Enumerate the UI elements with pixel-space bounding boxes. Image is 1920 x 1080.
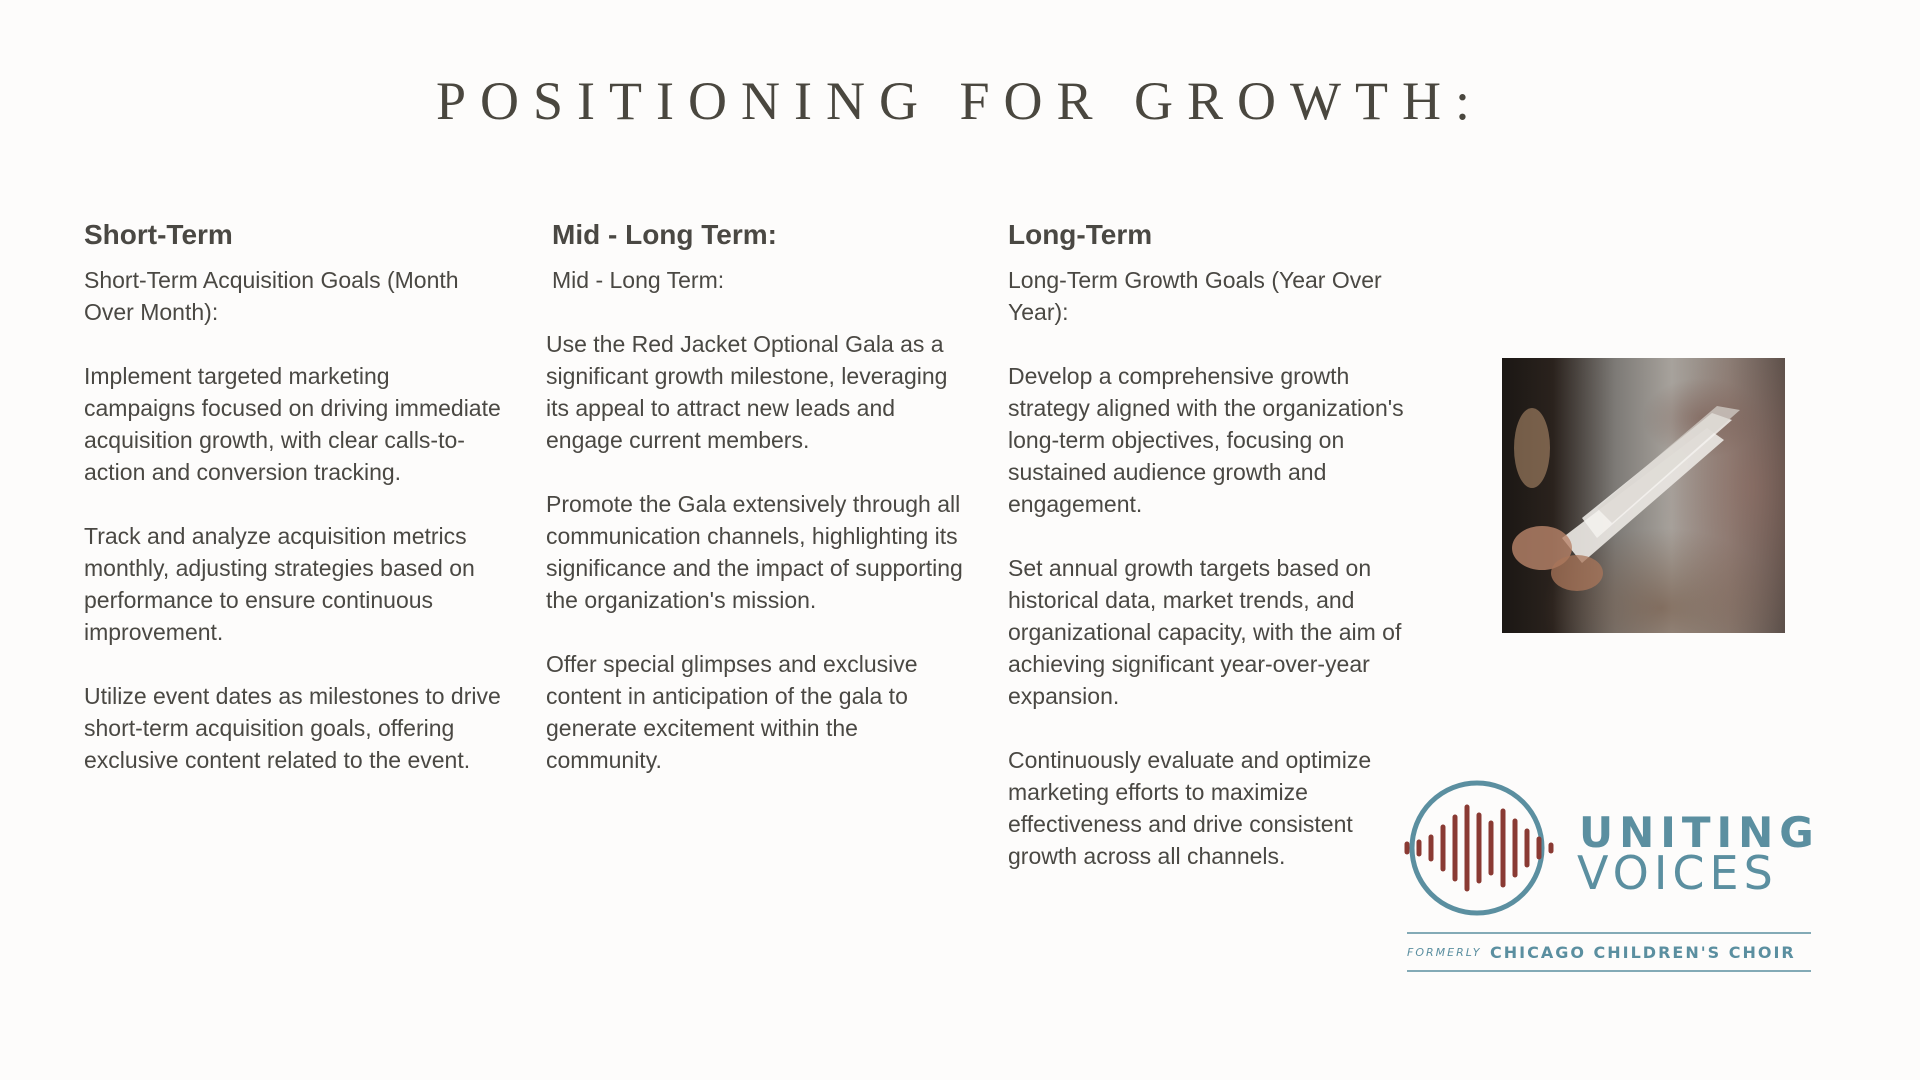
column-subheading: Mid - Long Term: [552, 267, 725, 293]
page-title: POSITIONING FOR GROWTH: [436, 71, 1484, 131]
column-paragraph: Implement targeted marketing campaigns focused on driving immediate acquisition growth, with clear calls-to-action and conversion tracking. [84, 363, 501, 485]
column-paragraph: Track and analyze acquisition metrics monthly, adjusting strategies based on performance to ensure continuous improvement. [84, 523, 475, 645]
column-paragraph: Promote the Gala extensively through all communication channels, highlighting its significance and the impact of supporting the organization's mission. [546, 491, 963, 613]
column-paragraph: Continuously evaluate and optimize marketing efforts to maximize effectiveness and drive consistent growth across all channels. [1008, 747, 1372, 869]
choir-sheet-music-photo [1502, 358, 1785, 633]
column-short-term [84, 218, 504, 776]
logo-line1: UNITING [1579, 808, 1815, 857]
column-mid-long-term [546, 218, 966, 776]
uniting-voices-logo [1395, 775, 1815, 975]
column-heading: Long-Term [1008, 219, 1153, 250]
column-subheading: Short-Term Acquisition Goals (Month Over Month): [84, 267, 459, 325]
column-paragraph: Offer special glimpses and exclusive content in anticipation of the gala to generate excitement within the community. [546, 651, 918, 773]
column-heading: Short-Term [84, 219, 233, 250]
column-paragraph: Utilize event dates as milestones to drive short-term acquisition goals, offering exclusive content related to the event. [84, 683, 501, 773]
soundwave-icon [1407, 807, 1551, 889]
logo-formerly: FORMERLY [1407, 946, 1482, 959]
column-paragraph: Develop a comprehensive growth strategy aligned with the organization's long-term objectives, focusing on sustained audience growth and engagement. [1008, 363, 1404, 517]
column-subheading: Long-Term Growth Goals (Year Over Year): [1008, 267, 1382, 325]
column-heading: Mid - Long Term: [552, 219, 777, 250]
logo-former-name: CHICAGO CHILDREN'S CHOIR [1490, 943, 1796, 962]
column-paragraph: Use the Red Jacket Optional Gala as a significant growth milestone, leveraging its appeal to attract new leads and engage current members. [546, 331, 948, 453]
column-paragraph: Set annual growth targets based on historical data, market trends, and organizational capacity, with the aim of achieving significant year-over-year expansion. [1008, 555, 1402, 709]
logo-line2: VOICES [1577, 846, 1778, 900]
column-long-term [1008, 218, 1428, 872]
